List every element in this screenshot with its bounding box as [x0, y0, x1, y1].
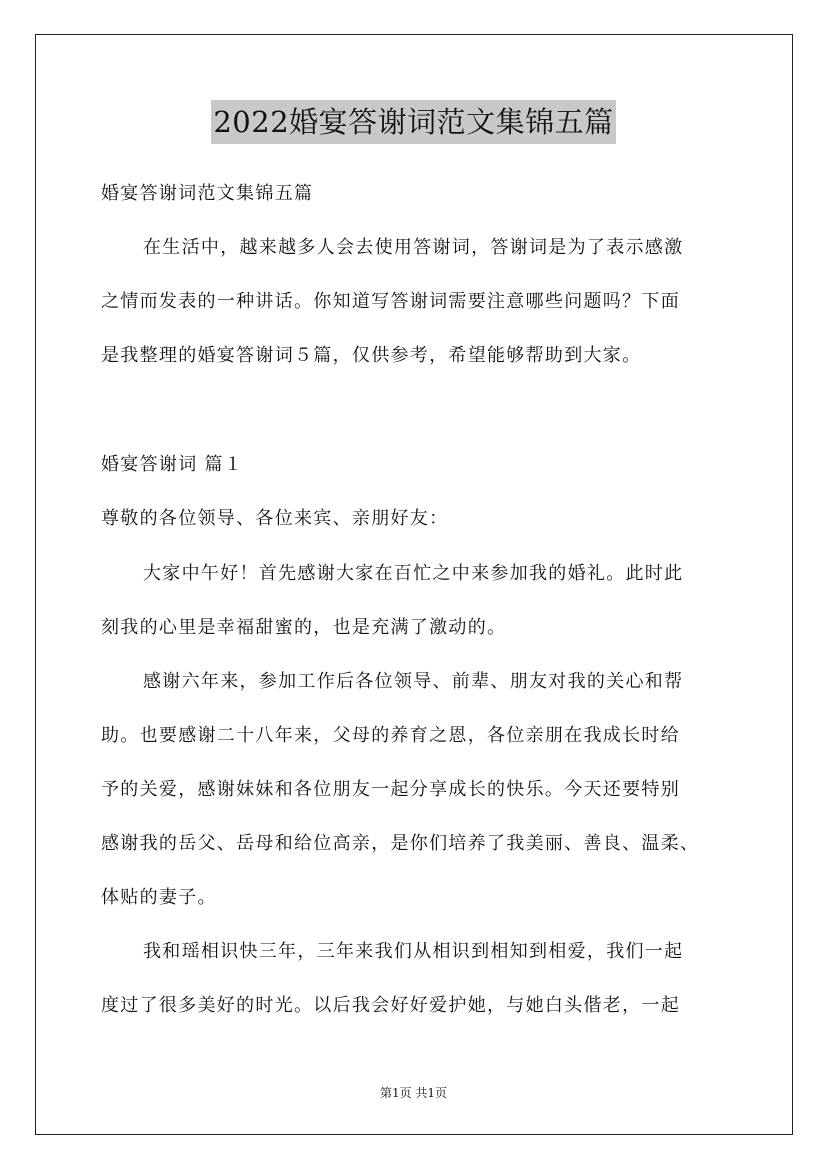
title-container [0, 100, 827, 144]
document-title: 2022婚宴答谢词范文集锦五篇 [211, 100, 615, 144]
page-footer: 第1页 共1页 [379, 1086, 448, 1100]
para2-line-3: 予的关爱，感谢妹妹和各位朋友一起分享成长的快乐。今天还要特别 [101, 779, 680, 800]
salutation: 尊敬的各位领导、各位来宾、亲朋好友： [101, 508, 449, 529]
para1-line-2: 刻我的心里是幸福甜蜜的，也是充满了激动的。 [101, 617, 507, 638]
para1-line-1: 大家中午好！首先感谢大家在百忙之中来参加我的婚礼。此时此 [143, 563, 684, 584]
para2-line-2: 助。也要感谢二十八年来，父母的养育之恩，各位亲朋在我成长时给 [101, 725, 680, 746]
para3-line-1: 我和瑶相识快三年，三年来我们从相识到相知到相爱，我们一起 [143, 941, 684, 962]
intro-line-3: 是我整理的婚宴答谢词５篇，仅供参考，希望能够帮助到大家。 [101, 345, 642, 366]
para3-line-2: 度过了很多美好的时光。以后我会好好爱护她，与她白头偕老，一起 [101, 995, 680, 1016]
para2-line-5: 体贴的妻子。 [101, 887, 217, 908]
para2-line-4: 感谢我的岳父、岳母和给位高亲，是你们培养了我美丽、善良、温柔、 [101, 833, 700, 854]
document-subtitle: 婚宴答谢词范文集锦五篇 [101, 183, 314, 204]
section-heading: 婚宴答谢词 篇１ [101, 454, 244, 475]
intro-line-2: 之情而发表的一种讲话。你知道写答谢词需要注意哪些问题吗？下面 [101, 291, 680, 312]
para2-line-1: 感谢六年来，参加工作后各位领导、前辈、朋友对我的关心和帮 [143, 671, 684, 692]
intro-line-1: 在生活中，越来越多人会去使用答谢词，答谢词是为了表示感激 [143, 237, 684, 258]
